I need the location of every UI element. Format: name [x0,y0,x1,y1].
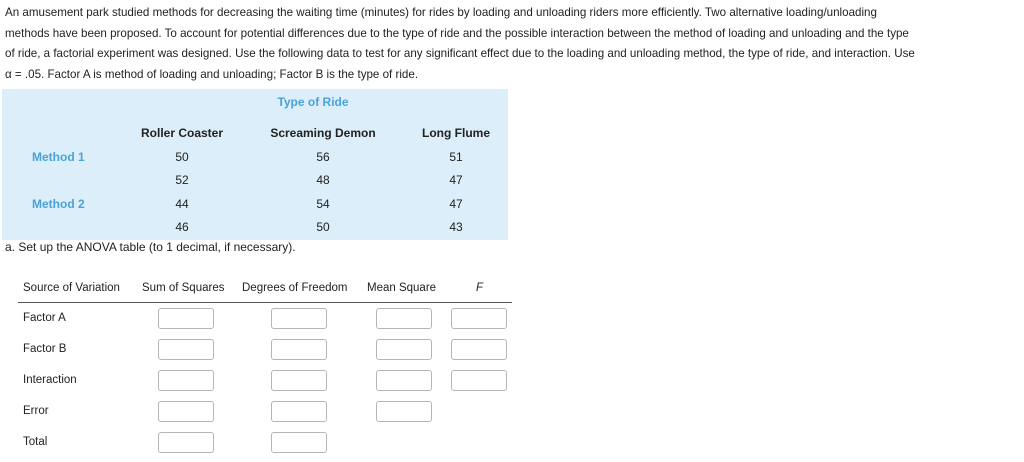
column-header-long-flume: Long Flume [422,126,490,140]
table-cell: 44 [175,197,189,211]
table-cell: 47 [449,173,463,187]
total-df-input[interactable] [271,432,327,453]
type-of-ride-title: Type of Ride [277,95,349,109]
row-label-method-1: Method 1 [32,150,85,164]
total-ss-input[interactable] [158,432,214,453]
data-table [2,89,508,240]
table-cell: 56 [316,150,330,164]
factor-b-f-input[interactable] [451,339,507,360]
column-header-roller-coaster: Roller Coaster [140,126,224,140]
table-cell: 50 [175,150,189,164]
column-header-screaming-demon: Screaming Demon [270,126,376,140]
table-cell: 50 [316,220,330,234]
error-df-input[interactable] [271,401,327,422]
error-ms-input[interactable] [376,401,432,422]
factor-a-df-input[interactable] [271,308,327,329]
error-ss-input[interactable] [158,401,214,422]
problem-statement [5,3,1020,85]
header-divider [18,302,512,303]
header-degrees-of-freedom: Degrees of Freedom [242,282,348,294]
interaction-ms-input[interactable] [376,370,432,391]
source-interaction: Interaction [23,374,77,386]
factor-b-ms-input[interactable] [376,339,432,360]
header-mean-square: Mean Square [367,282,437,294]
factor-b-ss-input[interactable] [158,339,214,360]
source-factor-b: Factor B [23,343,67,355]
table-cell: 54 [316,197,330,211]
problem-line: of ride, a factorial experiment was designed. Use the following data to test for any significant effect due to the loading and unloading method, the type of ride, and interaction. Use [5,47,915,60]
table-cell: 48 [316,173,330,187]
factor-b-df-input[interactable] [271,339,327,360]
interaction-df-input[interactable] [271,370,327,391]
header-source-of-variation: Source of Variation [23,282,120,294]
header-sum-of-squares: Sum of Squares [142,282,225,294]
problem-line: An amusement park studied methods for decreasing the waiting time (minutes) for rides by loading and unloading riders more efficiently. Two alternative loading/unloading [5,6,877,19]
table-cell: 47 [449,197,463,211]
part-a-instruction: a. Set up the ANOVA table (to 1 decimal, if necessary). [5,240,296,254]
table-cell: 43 [449,220,463,234]
table-cell: 52 [175,173,189,187]
interaction-ss-input[interactable] [158,370,214,391]
factor-a-ms-input[interactable] [376,308,432,329]
row-label-method-2: Method 2 [32,197,85,211]
interaction-f-input[interactable] [451,370,507,391]
header-f: F [476,282,484,294]
problem-line: methods have been proposed. To account for potential differences due to the type of ride and the possible interaction between the method of loading and unloading and the type [5,26,909,40]
table-cell: 46 [175,220,189,234]
table-cell: 51 [449,150,463,164]
factor-a-ss-input[interactable] [158,308,214,329]
problem-line: α = .05. Factor A is method of loading and unloading; Factor B is the type of ride. [5,67,419,81]
source-factor-a: Factor A [23,312,66,324]
source-error: Error [23,405,49,417]
source-total: Total [23,436,48,448]
factor-a-f-input[interactable] [451,308,507,329]
